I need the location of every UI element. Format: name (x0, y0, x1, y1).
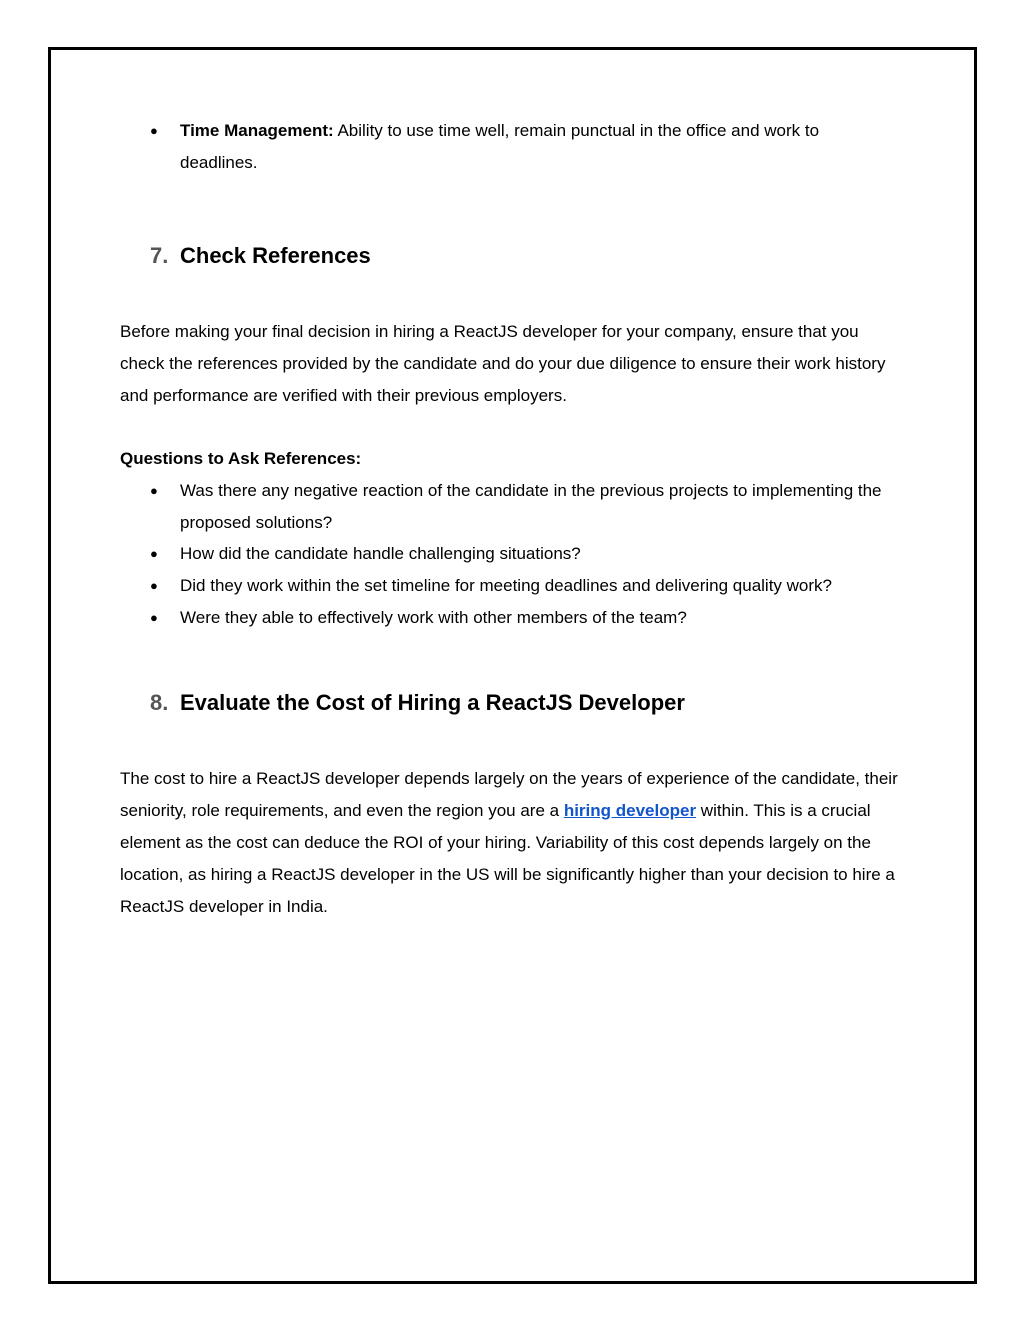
section-number: 7. (150, 243, 169, 268)
section-heading-check-references (150, 241, 371, 271)
paragraph-text-before-link: The cost to hire a ReactJS developer depends largely on the years of experience of the candidate, their seniority, role requirements, and even the region you are a (120, 769, 898, 820)
paragraph-cost (120, 763, 905, 923)
list-item-text (180, 115, 900, 179)
bullet-icon: ● (150, 610, 158, 625)
bullet-icon: ● (150, 546, 158, 561)
list-item-text: Were they able to effectively work with other members of the team? (180, 608, 687, 627)
list-item-text: Was there any negative reaction of the candidate in the previous projects to implementing the proposed solutions? (180, 481, 882, 532)
section-title: Evaluate the Cost of Hiring a ReactJS Developer (180, 690, 685, 715)
section-heading-evaluate-cost (150, 688, 685, 718)
list-item-text: How did the candidate handle challenging situations? (180, 544, 581, 563)
bullet-icon: ● (150, 123, 158, 138)
hiring-developer-link[interactable]: hiring developer (563, 801, 697, 820)
page-border (48, 47, 977, 1284)
bullet-icon: ● (150, 483, 158, 498)
list-item-text: Did they work within the set timeline for meeting deadlines and delivering quality work? (180, 576, 833, 595)
paragraph-references: Before making your final decision in hiring a ReactJS developer for your company, ensure that you check the references provided by the candidate and do your due diligence to ensure their work history and performance are verified with their previous employers. (120, 322, 886, 405)
questions-heading: Questions to Ask References: (120, 449, 362, 468)
paragraph-text-after-link: within. This is a crucial element as the cost can deduce the ROI of your hiring. Variability of this cost depends largely on the location, as hiring a ReactJS developer in the US will be significantly higher than your decision to hire a ReactJS developer in India. (120, 801, 895, 916)
bullet-icon: ● (150, 578, 158, 593)
list-item-label: Time Management: (180, 121, 334, 140)
section-title: Check References (180, 243, 371, 268)
section-number: 8. (150, 690, 169, 715)
list-item-description: Ability to use time well, remain punctual in the office and work to deadlines. (180, 121, 820, 172)
